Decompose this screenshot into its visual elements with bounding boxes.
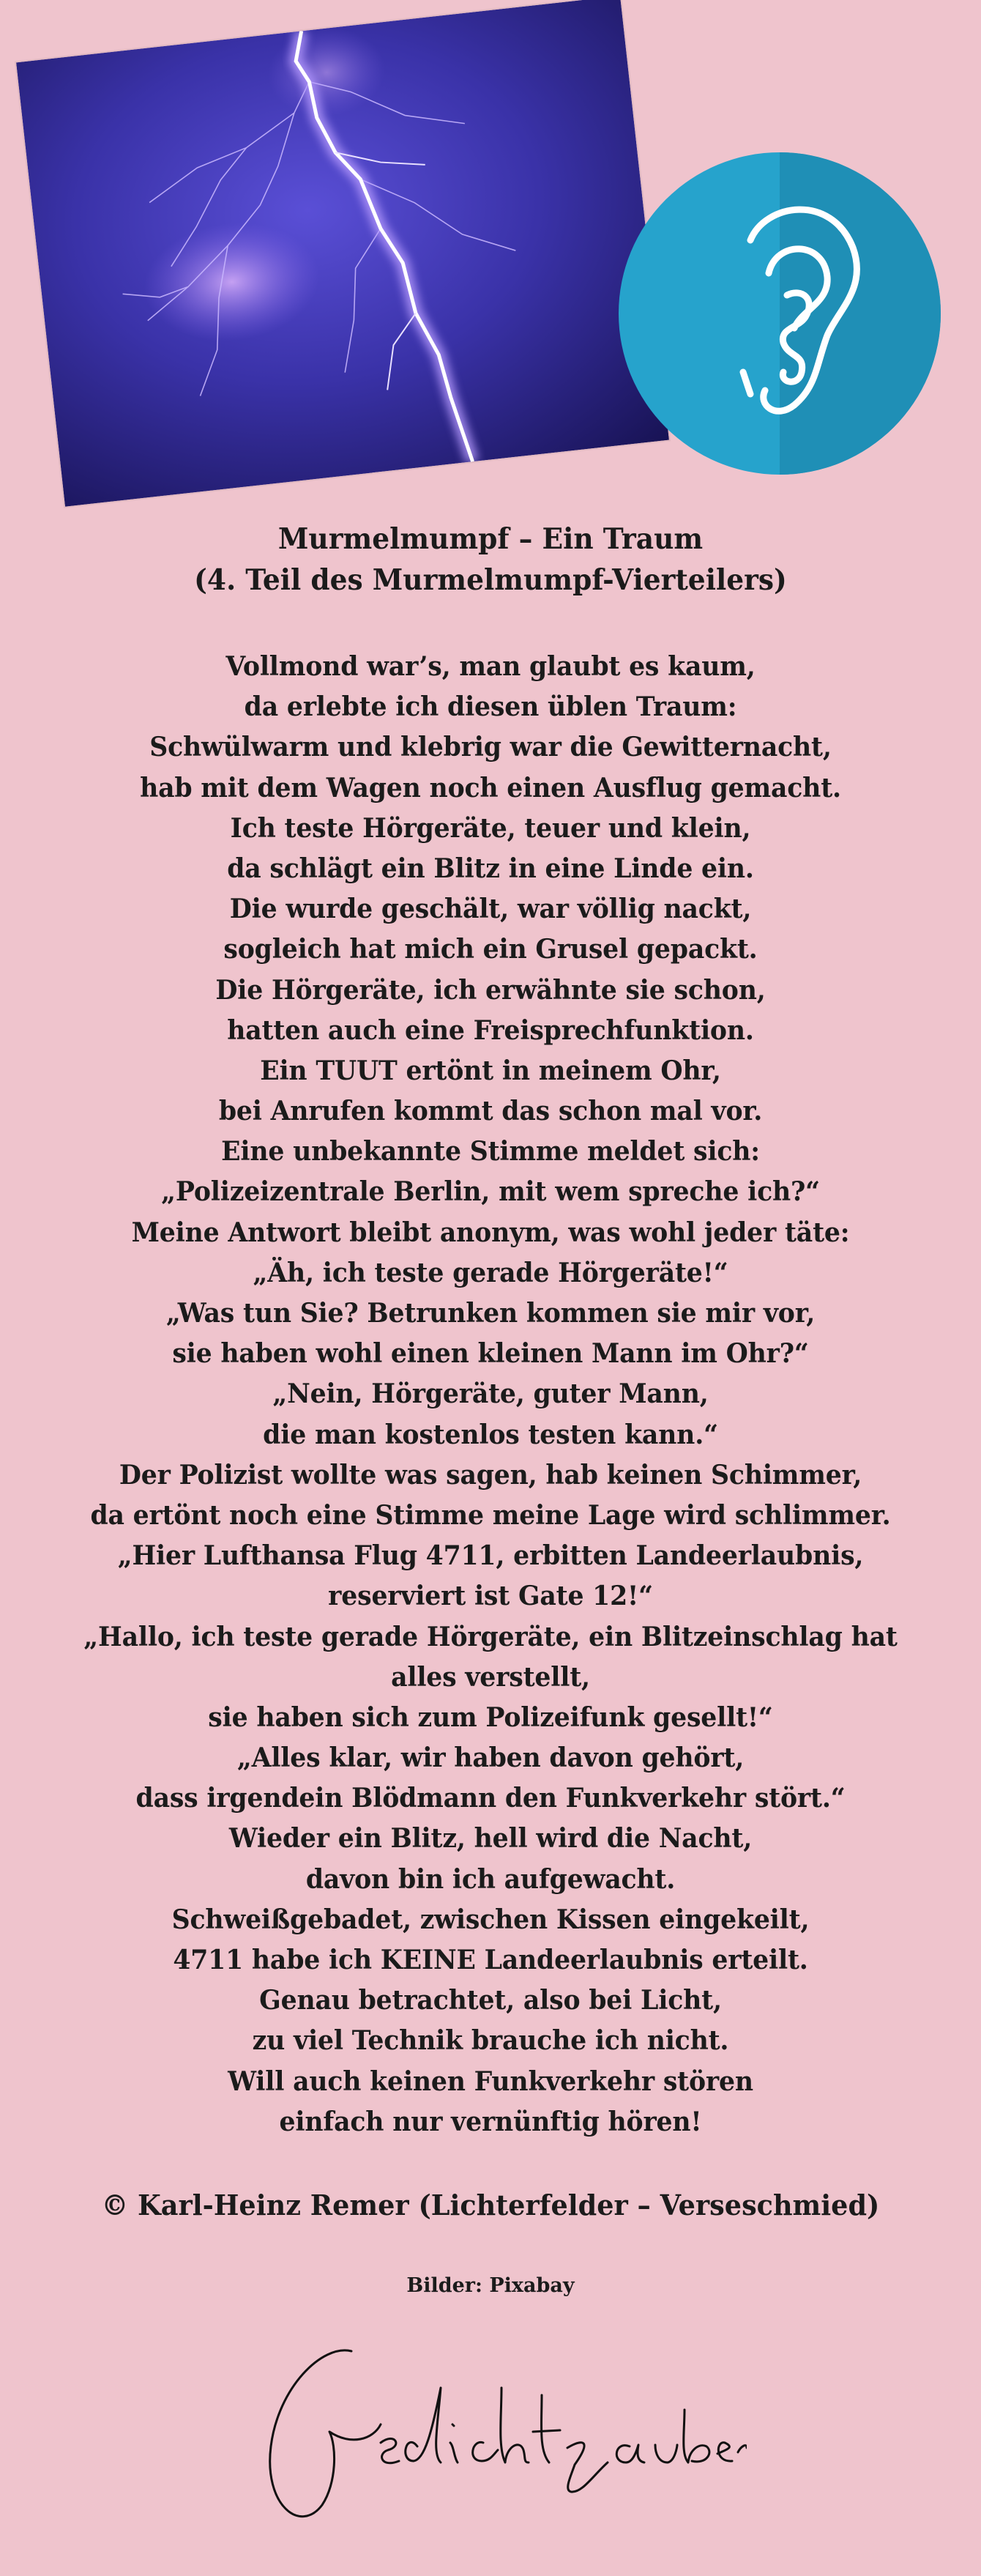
lightning-image [16,0,669,507]
poem-line: Die wurde geschält, war völlig nackt, [229,894,752,925]
poem-line: Vollmond war’s, man glaubt es kaum, [225,651,756,682]
poem-line: 4711 habe ich KEINE Landeerlaubnis erteilt. [173,1945,808,1975]
poem-line: Schweißgebadet, zwischen Kissen eingekeilt, [171,1904,810,1935]
poem-line: zu viel Technik brauche ich nicht. [252,2025,729,2057]
poem-line: sie haben sich zum Polizeifunk gesellt!“ [208,1701,773,1733]
poem-line: „Nein, Hörgeräte, guter Mann, [272,1378,709,1410]
ear-icon [619,152,941,475]
poem-line: bei Anrufen kommt das schon mal vor. [218,1096,763,1127]
poem-line: Genau betrachtet, also bei Licht, [259,1985,722,2016]
image-credits: Bilder: Pixabay [406,2274,575,2297]
poem-line: Wieder ein Blitz, hell wird die Nacht, [228,1823,753,1855]
poem-line: Die Hörgeräte, ich erwähnte sie schon, [215,974,766,1006]
poem-body [0,647,981,2142]
poem-subtitle-line: (4. Teil des Murmelmumpf-Vierteilers) [194,563,787,597]
poem-line: „Äh, ich teste gerade Hörgeräte!“ [253,1257,728,1288]
poem-line: alles verstellt, [391,1661,590,1693]
signature-logo [249,2322,747,2542]
poem-line: Ein TUUT ertönt in meinem Ohr, [260,1055,721,1086]
poem-line: da erlebte ich diesen üblen Traum: [244,691,737,723]
poem-line: die man kostenlos testen kann.“ [263,1419,718,1450]
poem-line: sogleich hat mich ein Grusel gepackt. [223,934,758,965]
poem-line: „Hallo, ich teste gerade Hörgeräte, ein Blitzeinschlag hat [83,1621,898,1652]
poem-line: Meine Antwort bleibt anonym, was wohl jeder täte: [131,1217,850,1248]
poem-line: sie haben wohl einen kleinen Mann im Ohr?“ [172,1338,809,1370]
poem-line: „Polizeizentrale Berlin, mit wem spreche ich?“ [161,1176,820,1208]
poem-line: da ertönt noch eine Stimme meine Lage wird schlimmer. [90,1499,891,1531]
poem-line: hab mit dem Wagen noch einen Ausflug gemacht. [140,772,841,803]
poem-line: reserviert ist Gate 12!“ [328,1581,653,1612]
poem-title-line: Murmelmumpf – Ein Traum [277,522,704,556]
poem-line: Der Polizist wollte was sagen, hab keinen Schimmer, [119,1459,862,1491]
poem-line: einfach nur vernünftig hören! [279,2106,702,2137]
poem-line: davon bin ich aufgewacht. [305,1863,676,1895]
poem-line: „Hier Lufthansa Flug 4711, erbitten Landeerlaubnis, [117,1540,864,1572]
poem-line: dass irgendein Blödmann den Funkverkehr stört.“ [135,1783,846,1814]
poem-line: „Alles klar, wir haben davon gehört, [236,1742,745,1774]
poem-line: „Was tun Sie? Betrunken kommen sie mir vor, [165,1298,816,1329]
poem-title [0,519,981,601]
poem-line: Eine unbekannte Stimme meldet sich: [221,1136,760,1168]
poem-line: Ich teste Hörgeräte, teuer und klein, [230,812,751,844]
poem-line: Will auch keinen Funkverkehr stören [228,2065,753,2097]
poem-line: Schwülwarm und klebrig war die Gewitternacht, [149,732,832,763]
poem-line: da schlägt ein Blitz in eine Linde ein. [227,853,754,884]
copyright-line: © Karl-Heinz Remer (Lichterfelder – Verseschmied) [101,2189,880,2221]
poem-line: hatten auch eine Freisprechfunktion. [227,1014,754,1046]
